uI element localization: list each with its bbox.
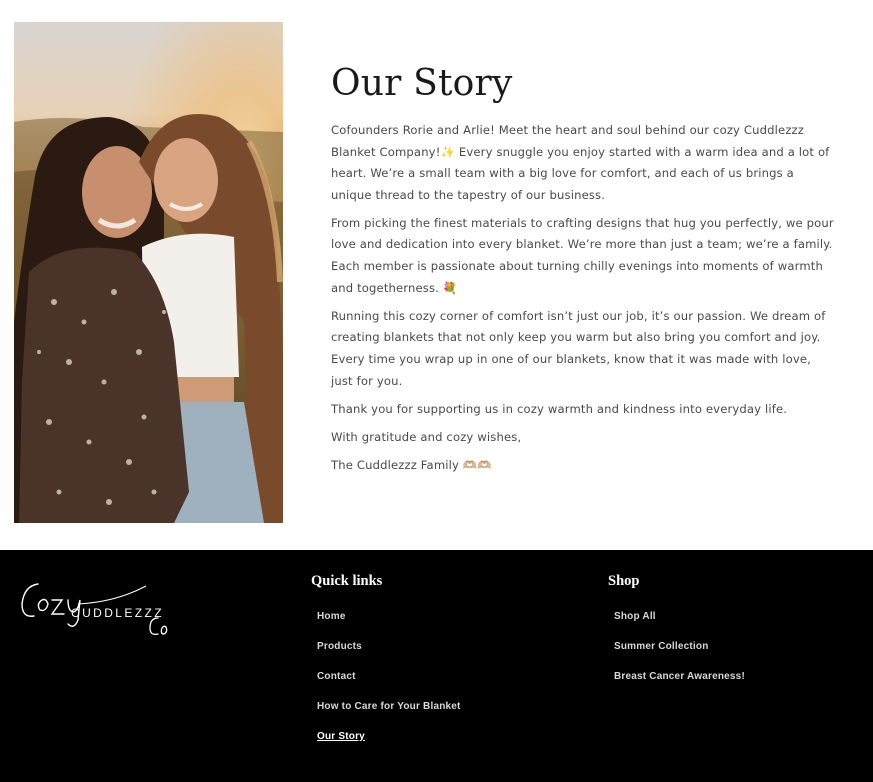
list-item xyxy=(317,634,461,664)
site-footer xyxy=(0,550,873,782)
logo-wordmark: CUDDLEZZZ xyxy=(71,606,164,620)
footer-link-blanket-care[interactable]: How to Care for Your Blanket xyxy=(317,701,461,712)
footer-link-breast-cancer-awareness[interactable]: Breast Cancer Awareness! xyxy=(614,671,745,682)
list-item xyxy=(614,664,745,694)
story-content xyxy=(331,60,836,483)
footer-link-contact[interactable]: Contact xyxy=(317,671,356,682)
quick-links-column xyxy=(311,572,461,754)
story-paragraph-signature: The Cuddlezzz Family 🫶🏼🫶🏼 xyxy=(331,457,493,472)
story-paragraph-materials: From picking the finest materials to crafting designs that hug you perfectly, we pour love and dedication into every blanket. We’re more than just a team; we’re a family. Each member is passionate about turning chilly evenings into moments of warmth and togetherness. 💐 xyxy=(331,215,834,295)
story-paragraph-intro: Cofounders Rorie and Arlie! Meet the heart and soul behind our cozy Cuddlezzz Blanket Company!✨ Every snuggle you enjoy started with a warm idea and a lot of heart. We’re a small team with a big love for comfort, and each of us brings a unique thread to the tapestry of our business. xyxy=(331,123,830,202)
list-item xyxy=(317,694,461,724)
list-item xyxy=(614,604,745,634)
footer-link-summer-collection[interactable]: Summer Collection xyxy=(614,641,709,652)
footer-link-our-story[interactable]: Our Story xyxy=(317,731,365,742)
quick-links-heading: Quick links xyxy=(311,573,383,589)
shop-column xyxy=(608,572,745,694)
list-item xyxy=(614,634,745,664)
story-paragraph-thanks: Thank you for supporting us in cozy warmth and kindness into everyday life. xyxy=(331,401,788,416)
shop-links-list xyxy=(608,604,745,694)
list-item xyxy=(317,604,461,634)
list-item xyxy=(317,724,461,754)
founders-photo xyxy=(14,22,283,523)
story-paragraph-signoff: With gratitude and cozy wishes, xyxy=(331,429,522,444)
page-title: Our Story xyxy=(331,63,513,104)
footer-link-products[interactable]: Products xyxy=(317,641,362,652)
founders-photo-illustration xyxy=(14,22,283,523)
brand-logo[interactable] xyxy=(16,574,176,644)
footer-link-home[interactable]: Home xyxy=(317,611,346,622)
story-paragraph-passion: Running this cozy corner of comfort isn’t just our job, it’s our passion. We dream of creating blankets that not only keep you warm but also bring you comfort and joy. Every time you wrap up in one of our blankets, know that it was made with love, just for you. xyxy=(331,308,826,388)
list-item xyxy=(317,664,461,694)
shop-heading: Shop xyxy=(608,573,640,589)
footer-link-shop-all[interactable]: Shop All xyxy=(614,611,656,622)
quick-links-list xyxy=(311,604,461,754)
